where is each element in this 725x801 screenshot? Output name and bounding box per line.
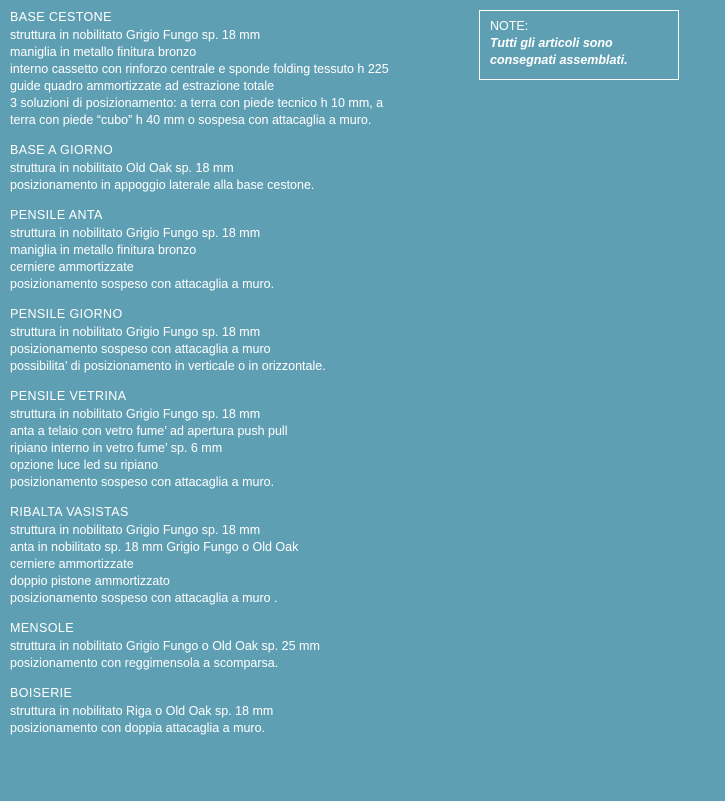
spec-line: posizionamento con doppia attacaglia a muro. bbox=[10, 721, 266, 735]
spec-line: opzione luce led su ripiano bbox=[10, 458, 159, 472]
spec-title: PENSILE GIORNO bbox=[10, 307, 123, 321]
spec-block bbox=[10, 621, 460, 672]
spec-line: struttura in nobilitato Grigio Fungo o Old Oak sp. 25 mm bbox=[10, 639, 320, 653]
specifications-list bbox=[10, 10, 460, 751]
note-box bbox=[479, 10, 679, 80]
spec-line: struttura in nobilitato Riga o Old Oak sp. 18 mm bbox=[10, 704, 274, 718]
spec-line: 3 soluzioni di posizionamento: a terra con piede tecnico h 10 mm, a bbox=[10, 96, 384, 110]
spec-line: guide quadro ammortizzate ad estrazione totale bbox=[10, 79, 275, 93]
spec-line: struttura in nobilitato Grigio Fungo sp. 18 mm bbox=[10, 523, 261, 537]
spec-line: struttura in nobilitato Grigio Fungo sp. 18 mm bbox=[10, 325, 261, 339]
note-body: Tutti gli articoli sono consegnati assemblati. bbox=[490, 36, 628, 67]
spec-block bbox=[10, 208, 460, 293]
spec-title: BOISERIE bbox=[10, 686, 73, 700]
spec-title: PENSILE ANTA bbox=[10, 208, 103, 222]
spec-line: cerniere ammortizzate bbox=[10, 260, 134, 274]
spec-line: posizionamento sospeso con attacaglia a muro. bbox=[10, 277, 275, 291]
spec-line: maniglia in metallo finitura bronzo bbox=[10, 243, 197, 257]
spec-line: posizionamento sospeso con attacaglia a muro. bbox=[10, 475, 275, 489]
spec-line: terra con piede “cubo” h 40 mm o sospesa con attacaglia a muro. bbox=[10, 113, 372, 127]
spec-block bbox=[10, 686, 460, 737]
spec-line: posizionamento con reggimensola a scomparsa. bbox=[10, 656, 279, 670]
spec-block bbox=[10, 389, 460, 491]
spec-title: RIBALTA VASISTAS bbox=[10, 505, 129, 519]
spec-line: doppio pistone ammortizzato bbox=[10, 574, 170, 588]
spec-title: PENSILE VETRINA bbox=[10, 389, 127, 403]
spec-line: struttura in nobilitato Grigio Fungo sp. 18 mm bbox=[10, 407, 261, 421]
spec-line: anta in nobilitato sp. 18 mm Grigio Fungo o Old Oak bbox=[10, 540, 299, 554]
spec-block bbox=[10, 143, 460, 194]
spec-line: ripiano interno in vetro fume’ sp. 6 mm bbox=[10, 441, 223, 455]
spec-line: maniglia in metallo finitura bronzo bbox=[10, 45, 197, 59]
spec-line: struttura in nobilitato Old Oak sp. 18 mm bbox=[10, 161, 234, 175]
spec-line: struttura in nobilitato Grigio Fungo sp. 18 mm bbox=[10, 226, 261, 240]
spec-title: BASE CESTONE bbox=[10, 10, 112, 24]
spec-block bbox=[10, 10, 460, 129]
spec-line: cerniere ammortizzate bbox=[10, 557, 134, 571]
spec-line: posizionamento in appoggio laterale alla base cestone. bbox=[10, 178, 315, 192]
spec-title: BASE A GIORNO bbox=[10, 143, 114, 157]
spec-line: anta a telaio con vetro fume’ ad apertura push pull bbox=[10, 424, 288, 438]
spec-line: struttura in nobilitato Grigio Fungo sp. 18 mm bbox=[10, 28, 261, 42]
spec-line: interno cassetto con rinforzo centrale e sponde folding tessuto h 225 bbox=[10, 62, 389, 76]
spec-block bbox=[10, 505, 460, 607]
spec-block bbox=[10, 307, 460, 375]
spec-line: posizionamento sospeso con attacaglia a muro bbox=[10, 342, 271, 356]
spec-line: posizionamento sospeso con attacaglia a muro . bbox=[10, 591, 278, 605]
spec-line: possibilita’ di posizionamento in verticale o in orizzontale. bbox=[10, 359, 326, 373]
note-title: NOTE: bbox=[490, 19, 529, 33]
spec-title: MENSOLE bbox=[10, 621, 74, 635]
